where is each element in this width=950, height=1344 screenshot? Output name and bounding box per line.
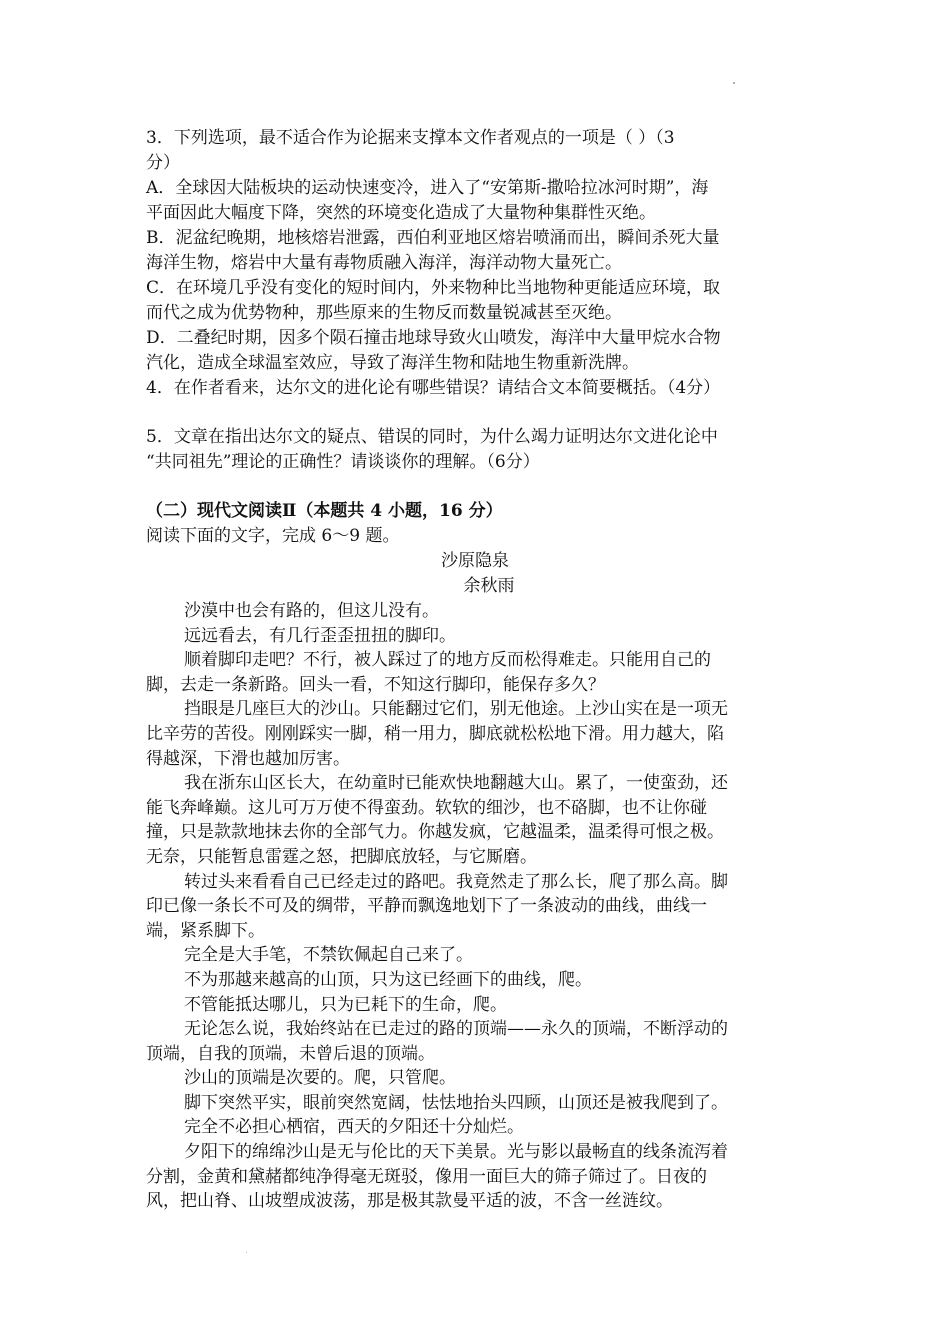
text-line: 顺着脚印走吧？不行，被人踩过了的地方反而松得难走。只能用自己的 (184, 650, 711, 671)
paragraph-13 (146, 1115, 808, 1140)
option-a-line1: A．全球因大陆板块的运动快速变冷，进入了“安第斯-撒哈拉冰河时期”，海 (146, 178, 709, 198)
option-c-line2: 而代之成为优势物种，那些原来的生物反而数量锐减甚至灭绝。 (146, 303, 622, 323)
paragraph-11 (146, 1066, 808, 1091)
option-d-line1: D．二叠纪时期，因多个陨石撞击地球导致火山喷发，海洋中大量甲烷水合物 (146, 328, 721, 348)
option-d-line2: 汽化，造成全球温室效应，导致了海洋生物和陆地生物重新洗牌。 (146, 353, 639, 373)
paragraph-12 (146, 1091, 808, 1116)
text-line: 不管能抵达哪儿，只为已耗下的生命，爬。 (184, 994, 507, 1015)
text-line: 完全不必担心栖宿，西天的夕阳还十分灿烂。 (184, 1117, 524, 1138)
text-line: 脚下突然平实，眼前突然宽阔，怯怯地抬头四顾，山顶还是被我爬到了。 (184, 1092, 728, 1113)
question-5-line1: 5．文章在指出达尔文的疑点、错误的同时，为什么竭力证明达尔文进化论中 (146, 427, 718, 447)
essay-title: 沙原隐泉 (441, 551, 509, 571)
text-line: 无论怎么说，我始终站在已走过的路的顶端——永久的顶端，不断浮动的 (184, 1019, 728, 1040)
question-3 (146, 126, 808, 401)
paragraph-3 (146, 648, 808, 697)
text-line: 顶端，自我的顶端，未曾后退的顶端。 (146, 1043, 435, 1064)
paragraph-14 (146, 1140, 808, 1214)
paragraph-1 (146, 599, 808, 624)
text-line: 风，把山脊、山坡塑成波荡，那是极其款曼平适的波，不含一丝涟纹。 (146, 1191, 673, 1212)
paragraph-7 (146, 943, 808, 968)
text-line: 沙山的顶端是次要的。爬，只管爬。 (184, 1068, 456, 1089)
option-c-line1: C．在环境几乎没有变化的短时间内，外来物种比当地物种更能适应环境，取 (146, 278, 721, 298)
text-line: 分割，金黄和黛赭都纯净得毫无斑驳，像用一面巨大的筛子筛过了。日夜的 (146, 1166, 707, 1187)
paragraph-10 (146, 1017, 808, 1066)
essay-author: 余秋雨 (463, 576, 515, 596)
text-line: 转过头来看看自己已经走过的路吧。我竟然走了那么长，爬了那么高。脚 (184, 871, 728, 892)
question-5-line2: “共同祖先”理论的正确性？请谈谈你的理解。（6分） (146, 452, 540, 472)
scan-mark (246, 1252, 247, 1253)
text-line: 得越深，下滑也越加厉害。 (146, 748, 350, 769)
essay-body (146, 599, 808, 1214)
section-heading: （二）现代文阅读Ⅱ（本题共 4 小题，16 分） (146, 501, 503, 521)
text-line: 比辛劳的苦役。刚刚踩实一脚，稍一用力，脚底就松松地下滑。用力越大，陷 (146, 723, 724, 744)
option-b-line2: 海洋生物，熔岩中大量有毒物质融入海洋，海洋动物大量死亡。 (146, 253, 622, 273)
section-2-header (146, 499, 808, 549)
question-5 (146, 425, 808, 475)
text-line: 沙漠中也会有路的，但这儿没有。 (184, 601, 439, 621)
text-line: 挡眼是几座巨大的沙山。只能翻过它们，别无他途。上沙山实在是一项无 (184, 699, 728, 720)
paragraph-9 (146, 993, 808, 1018)
text-line: 能飞奔峰巅。这儿可万万使不得蛮劲。软软的细沙，也不硌脚，也不让你碰 (146, 797, 707, 818)
paragraph-4 (146, 697, 808, 771)
paragraph-8 (146, 968, 808, 993)
text-line: 我在浙东山区长大，在幼童时已能欢快地翻越大山。累了，一使蛮劲，还 (184, 773, 728, 794)
paragraph-5 (146, 771, 808, 869)
section-instruction: 阅读下面的文字，完成 6～9 题。 (146, 526, 400, 546)
scan-mark (733, 82, 735, 84)
text-line: 印已像一条长不可及的绸带，平静而飘逸地划下了一条波动的曲线，曲线一 (146, 896, 707, 917)
text-line: 脚，去走一条新路。回头一看，不知这行脚印，能保存多久？ (146, 674, 605, 695)
question-3-stem-line1: 3．下列选项，最不适合作为论据来支撑本文作者观点的一项是（ ）（3 (146, 128, 675, 148)
paragraph-6 (146, 870, 808, 944)
question-3-stem-line2: 分） (146, 153, 180, 173)
question-4: 4．在作者看来，达尔文的进化论有哪些错误？请结合文本简要概括。（4分） (146, 378, 721, 398)
option-b-line1: B．泥盆纪晚期，地核熔岩泄露，西伯利亚地区熔岩喷涌而出，瞬间杀死大量 (146, 228, 720, 248)
text-line: 不为那越来越高的山顶，只为这已经画下的曲线，爬。 (184, 969, 592, 990)
paragraph-2 (146, 624, 808, 649)
text-line: 夕阳下的绵绵沙山是无与伦比的天下美景。光与影以最畅直的线条流泻着 (184, 1142, 728, 1163)
text-line: 远远看去，有几行歪歪扭扭的脚印。 (184, 625, 456, 646)
text-line: 端，紧系脚下。 (146, 920, 265, 941)
text-line: 撞，只是款款地抹去你的全部气力。你越发疯，它越温柔，温柔得可恨之极。 (146, 822, 724, 843)
text-line: 无奈，只能暂息雷霆之怒，把脚底放轻，与它厮磨。 (146, 846, 537, 867)
text-line: 完全是大手笔，不禁钦佩起自己来了。 (184, 945, 473, 966)
option-a-line2: 平面因此大幅度下降，突然的环境变化造成了大量物种集群性灭绝。 (146, 203, 656, 223)
